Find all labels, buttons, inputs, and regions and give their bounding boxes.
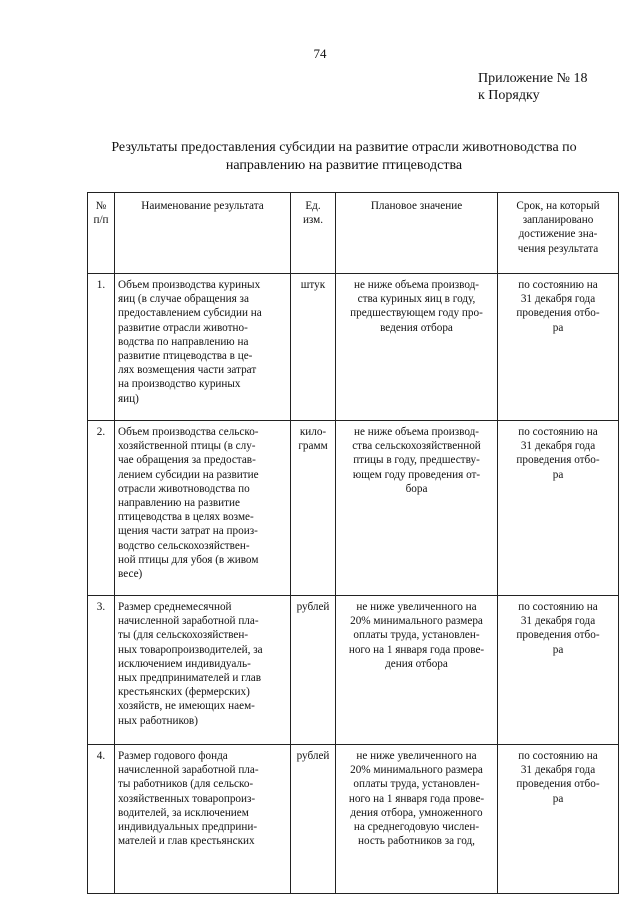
result-name: Объем производства сельско- хозяйственной птицы (в слу- чае обращения за предостав- лением субсидии на развитие отрасли животноводства по направлению на развитие птицеводства в целях возме- щения части затрат на произ- водство сельскохозяйствен- ной птицы для убоя (в живом весе) bbox=[115, 421, 291, 596]
deadline: по состоянию на 31 декабря года проведения отбо- ра bbox=[498, 745, 619, 894]
row-number: 2. bbox=[88, 421, 115, 596]
appendix-line: к Порядку bbox=[478, 88, 540, 103]
header-result-name: Наименование результата bbox=[115, 193, 291, 274]
planned-value: не ниже объема производ- ства сельскохозяйственной птицы в году, предшеству- ющем году проведения от- бора bbox=[336, 421, 498, 596]
header-deadline: Срок, на который запланировано достижение зна- чения результата bbox=[498, 193, 619, 274]
row-number: 4. bbox=[88, 745, 115, 894]
deadline: по состоянию на 31 декабря года проведения отбо- ра bbox=[498, 421, 619, 596]
header-unit: Ед. изм. bbox=[291, 193, 336, 274]
deadline: по состоянию на 31 декабря года проведения отбо- ра bbox=[498, 274, 619, 421]
planned-value: не ниже объема производ- ства куриных яиц в году, предшествующем году про- ведения отбора bbox=[336, 274, 498, 421]
unit-of-measure: рублей bbox=[291, 596, 336, 745]
document-title-line: направлению на развитие птицеводства bbox=[225, 158, 463, 173]
table-row bbox=[88, 421, 619, 596]
document-title-line: Результаты предоставления субсидии на развитие отрасли животноводства по bbox=[111, 140, 577, 155]
table-row bbox=[88, 745, 619, 894]
results-table bbox=[87, 192, 619, 894]
planned-value: не ниже увеличенного на 20% минимального размера оплаты труда, установлен- ного на 1 января года прове- дения отбора bbox=[336, 596, 498, 745]
unit-of-measure: кило- грамм bbox=[291, 421, 336, 596]
page-number: 74 bbox=[313, 46, 327, 61]
header-number: № п/п bbox=[88, 193, 115, 274]
row-number: 3. bbox=[88, 596, 115, 745]
appendix-line: Приложение № 18 bbox=[478, 71, 588, 86]
deadline: по состоянию на 31 декабря года проведения отбо- ра bbox=[498, 596, 619, 745]
table-row bbox=[88, 596, 619, 745]
table-header-row bbox=[88, 193, 619, 274]
header-planned-value: Плановое значение bbox=[336, 193, 498, 274]
planned-value: не ниже увеличенного на 20% минимального размера оплаты труда, установлен- ного на 1 января года прове- дения отбора, умноженного на среднегодовую числен- ность работников за год, bbox=[336, 745, 498, 894]
appendix-reference bbox=[478, 70, 588, 104]
row-number: 1. bbox=[88, 274, 115, 421]
unit-of-measure: рублей bbox=[291, 745, 336, 894]
table-row bbox=[88, 274, 619, 421]
result-name: Размер годового фонда начисленной заработной пла- ты работников (для сельско- хозяйственных товаропроиз- водителей, за исключением индивидуальных предприни- мателей и глав крестьянских bbox=[115, 745, 291, 894]
result-name: Размер среднемесячной начисленной заработной пла- ты (для сельскохозяйствен- ных товаропроизводителей, за исключением индивидуаль- ных предпринимателей и глав крестьянских (фермерских) хозяйств, не имеющих наем- ных работников) bbox=[115, 596, 291, 745]
result-name: Объем производства куриных яиц (в случае обращения за предоставлением субсидии на развитие отрасли животно- водства по направлению на развитие птицеводства в це- лях возмещения части затрат на производство куриных яиц) bbox=[115, 274, 291, 421]
document-title bbox=[60, 139, 628, 175]
unit-of-measure: штук bbox=[291, 274, 336, 421]
